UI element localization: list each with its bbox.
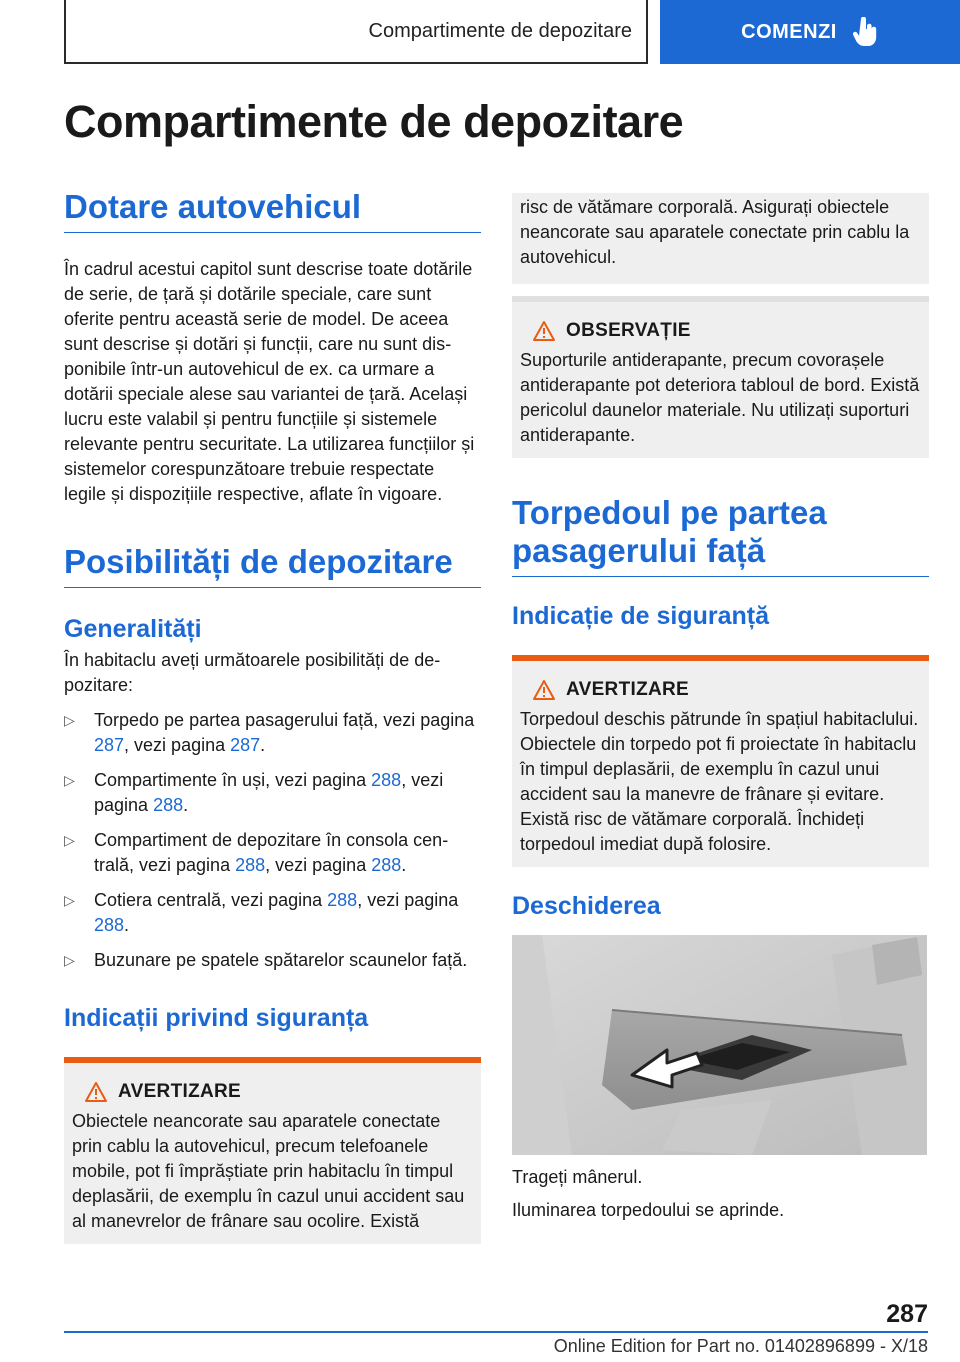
list-item: ▷ Torpedo pe partea pasagerului față, vezi pagina 287, vezi pagina 287. bbox=[64, 710, 475, 755]
warning-text: Obiectele neancorate sau aparatele conectate prin cablu la autovehicul, precum telefoanele mobile, pot fi împrăștiate prin habitaclu în timpul deplasării, de exemplu în cazul unui accident sau al manevrelor de frânare sau ocolire. Există bbox=[72, 1111, 465, 1231]
storage-list bbox=[64, 708, 481, 973]
step-2: Iluminarea torpedoului se aprinde. bbox=[512, 1200, 785, 1220]
warning-triangle-icon bbox=[84, 1081, 108, 1103]
chapter-tab[interactable] bbox=[660, 0, 960, 64]
warning-text-continued: risc de vătămare corporală. Asigurați obiectele neancorate sau aparatele conectate prin cablu la autovehicul. bbox=[520, 197, 910, 267]
page-link[interactable]: 287 bbox=[94, 735, 125, 755]
bullet-triangle-icon: ▷ bbox=[64, 952, 75, 968]
page-link[interactable]: 288 bbox=[94, 915, 125, 935]
hand-pointer-icon bbox=[853, 17, 879, 47]
bullet-triangle-icon: ▷ bbox=[64, 712, 75, 728]
running-header bbox=[64, 0, 648, 64]
glovebox-handle-photo bbox=[512, 935, 927, 1155]
page-title: Compartimente de depozitare bbox=[64, 96, 684, 147]
heading-generalitati: Generalități bbox=[64, 615, 202, 643]
warning-title: AVERTIZARE bbox=[566, 679, 689, 700]
page-link[interactable]: 288 bbox=[235, 855, 266, 875]
edition-info: Online Edition for Part no. 01402896899 - X/18 bbox=[553, 1336, 928, 1356]
heading-deschiderea: Deschiderea bbox=[512, 892, 661, 920]
list-item: ▷ Buzunare pe spatele spătarelor scaunelor față. bbox=[64, 948, 481, 973]
caution-triangle-icon bbox=[532, 320, 556, 342]
bullet-triangle-icon: ▷ bbox=[64, 832, 75, 848]
list-item: ▷ Compartimente în uși, vezi pagina 288, vezi pagina 288. bbox=[64, 770, 444, 815]
heading-posibilitati: Posibilități de depozitare bbox=[64, 543, 481, 588]
list-item: ▷ Cotiera centrală, vezi pagina 288, vezi pagina 288. bbox=[64, 890, 459, 935]
generalitati-intro: În habitaclu aveți următoarele posibilități de depozitare: bbox=[64, 650, 441, 695]
bullet-triangle-icon: ▷ bbox=[64, 892, 75, 908]
footer-divider bbox=[64, 1331, 928, 1333]
right-column bbox=[512, 193, 929, 1223]
dotare-paragraph: În cadrul acestui capitol sunt descrise toate dotările de serie, de țară și dotările speciale, care sunt oferite pentru această serie de model. De aceea sunt descrise și dotări și funcții, care nu sunt disponibile într-un autovehicul de ex. ca urmare a dotării speciale alese sau variantei de țară. Același lucru este valabil și pentru funcțiile și sistemele relevante pentru securitate. La utilizarea funcțiilor și sistemelor corespunzătoare trebuie respectate legile și dispozițiile respective, aflate în vigoare. bbox=[64, 259, 475, 504]
page-link[interactable]: 288 bbox=[153, 795, 184, 815]
page-link[interactable]: 288 bbox=[371, 855, 402, 875]
left-column bbox=[64, 188, 481, 1244]
warning-text: Torpedoul deschis pătrunde în spațiul habitaclului. Obiectele din torpedo pot fi proiectate în habitaclu în timpul deplasării, de exemplu în cazul unui accident sau la manevre de frânare și evitare. Există risc de vătămare corporală. Închideți torpedoul imediat după folosire. bbox=[520, 709, 919, 854]
warning-box-continued bbox=[512, 193, 929, 284]
section-title: Compartimente de depozitare bbox=[368, 19, 632, 42]
warning-box-2 bbox=[512, 655, 929, 867]
heading-torpedo: Torpedoul pe partea pasagerului față bbox=[512, 494, 929, 577]
heading-indicatii: Indicații privind siguranța bbox=[64, 1004, 369, 1032]
page-number: 287 bbox=[886, 1300, 928, 1328]
step-1: Trageți mânerul. bbox=[512, 1167, 643, 1187]
page-link[interactable]: 288 bbox=[371, 770, 402, 790]
chapter-tab-label: COMENZI bbox=[741, 20, 837, 43]
warning-triangle-icon bbox=[532, 679, 556, 701]
note-box bbox=[512, 296, 929, 458]
warning-title: AVERTIZARE bbox=[118, 1081, 241, 1102]
note-title: OBSERVAȚIE bbox=[566, 320, 691, 341]
page-link[interactable]: 288 bbox=[327, 890, 358, 910]
heading-indicatie: Indicație de siguranță bbox=[512, 602, 770, 630]
list-item: ▷ Compartiment de depozitare în consola centrală, vezi pagina 288, vezi pagina 288. bbox=[64, 830, 449, 875]
heading-dotare: Dotare autovehicul bbox=[64, 188, 481, 233]
warning-box bbox=[64, 1057, 481, 1244]
page-link[interactable]: 287 bbox=[230, 735, 261, 755]
bullet-triangle-icon: ▷ bbox=[64, 772, 75, 788]
note-text: Suporturile antiderapante, precum covorașele antiderapante pot deteriora tabloul de bord. Există pericolul daunelor materiale. Nu utilizați suporturi antiderapante. bbox=[520, 350, 920, 445]
